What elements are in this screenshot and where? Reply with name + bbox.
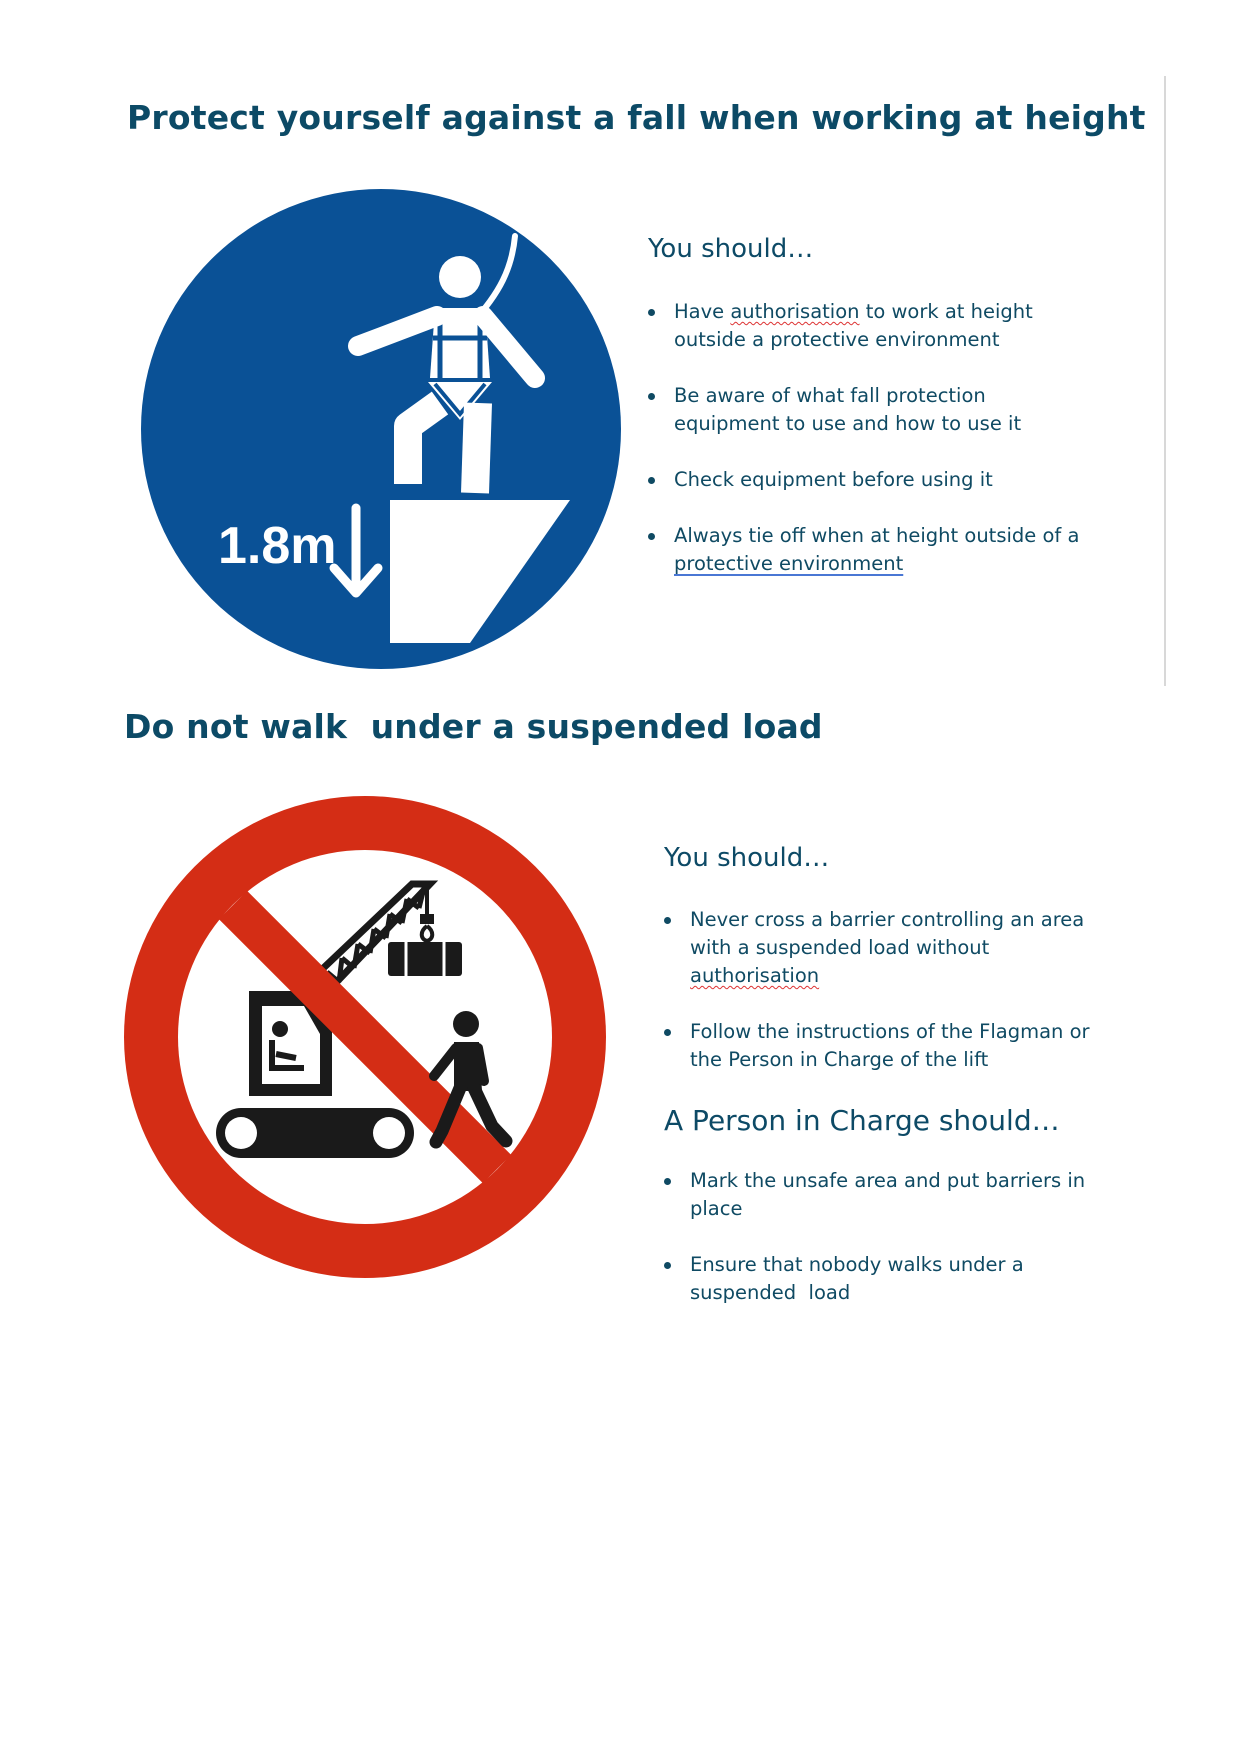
bullet-text: Follow the instructions of the Flagman or bbox=[690, 1020, 1090, 1043]
list-item bbox=[664, 1167, 1124, 1223]
list-item bbox=[664, 906, 1124, 990]
bullet-dot bbox=[648, 393, 655, 400]
section1-subheading: You should… bbox=[648, 234, 814, 264]
bullet-text: Check equipment before using it bbox=[674, 468, 993, 491]
bullet-text: Always tie off when at height outside of a bbox=[674, 524, 1080, 547]
spelling-flagged-word: authorisation bbox=[730, 300, 860, 323]
height-label: 1.8m bbox=[218, 517, 337, 575]
bullet-text: to work at height bbox=[859, 300, 1033, 323]
person-in-charge-bullet-list bbox=[664, 1167, 1124, 1307]
bullet-text: Never cross a barrier controlling an area bbox=[690, 908, 1085, 931]
list-item bbox=[664, 1018, 1124, 1074]
bullet-dot bbox=[648, 477, 655, 484]
bullet-dot bbox=[664, 1029, 671, 1036]
no-walking-under-suspended-load-icon bbox=[124, 796, 606, 1278]
bullet-text: suspended load bbox=[690, 1281, 851, 1304]
bullet-text: the Person in Charge of the lift bbox=[690, 1048, 989, 1071]
bullet-dot bbox=[664, 1262, 671, 1269]
bullet-text: equipment to use and how to use it bbox=[674, 412, 1022, 435]
bullet-text: with a suspended load without bbox=[690, 936, 990, 959]
person-in-charge-subheading: A Person in Charge should… bbox=[664, 1104, 1060, 1137]
bullet-text: Be aware of what fall protection bbox=[674, 384, 986, 407]
list-item bbox=[648, 382, 1108, 438]
bullet-dot bbox=[664, 1178, 671, 1185]
section2-title: Do not walk under a suspended load bbox=[124, 707, 823, 746]
page-margin-line bbox=[1164, 76, 1166, 686]
bullet-text: Have bbox=[674, 300, 731, 323]
bullet-text: Mark the unsafe area and put barriers in bbox=[690, 1169, 1086, 1192]
bullet-text: outside a protective environment bbox=[674, 328, 1000, 351]
spelling-flagged-word: authorisation bbox=[690, 964, 820, 987]
section2-subheading: You should… bbox=[664, 843, 830, 873]
bullet-dot bbox=[648, 309, 655, 316]
bullet-text: Ensure that nobody walks under a bbox=[690, 1253, 1024, 1276]
section2-bullet-list bbox=[664, 906, 1124, 1074]
fall-protection-sign-icon bbox=[140, 188, 622, 670]
bullet-dot bbox=[648, 533, 655, 540]
bullet-text: place bbox=[690, 1197, 743, 1220]
grammar-flagged-text: protective environment bbox=[674, 552, 904, 575]
list-item bbox=[648, 466, 1108, 494]
list-item bbox=[648, 522, 1108, 578]
list-item bbox=[648, 298, 1108, 354]
section1-bullet-list bbox=[648, 298, 1108, 578]
list-item bbox=[664, 1251, 1124, 1307]
bullet-dot bbox=[664, 917, 671, 924]
section1-title: Protect yourself against a fall when working at height bbox=[127, 98, 1146, 137]
